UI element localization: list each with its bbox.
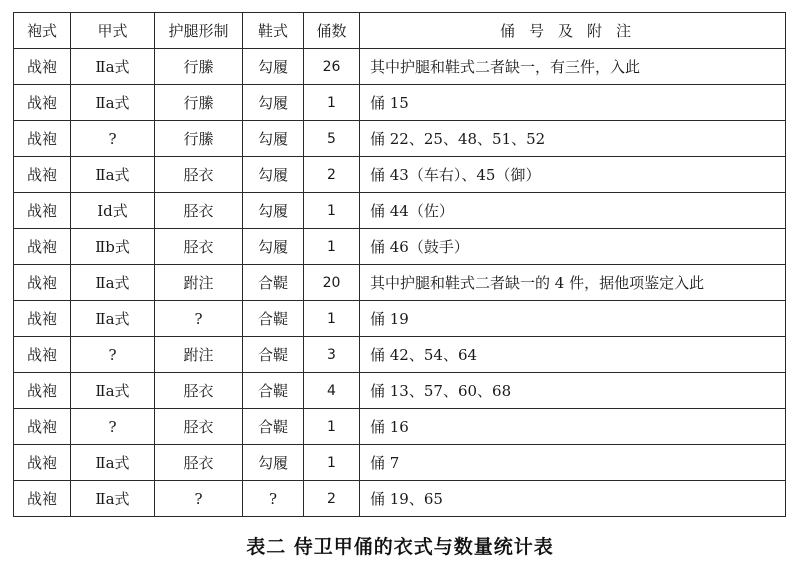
cell-leg-guard: 胫衣 bbox=[155, 157, 243, 193]
table-row bbox=[14, 85, 786, 121]
cell-leg-guard: 跗注 bbox=[155, 337, 243, 373]
cell-shoe-style: 勾履 bbox=[243, 49, 304, 85]
statistics-table bbox=[13, 12, 786, 517]
cell-figure-count: 1 bbox=[304, 301, 360, 337]
cell-figure-count: 1 bbox=[304, 193, 360, 229]
table-row bbox=[14, 49, 786, 85]
cell-figure-count: 1 bbox=[304, 409, 360, 445]
cell-shoe-style: 勾履 bbox=[243, 193, 304, 229]
cell-robe-style: 战袍 bbox=[14, 301, 71, 337]
cell-figure-count: 1 bbox=[304, 85, 360, 121]
cell-notes: 俑 42、54、64 bbox=[360, 337, 786, 373]
cell-figure-count: 26 bbox=[304, 49, 360, 85]
cell-figure-count: 5 bbox=[304, 121, 360, 157]
cell-figure-count: 20 bbox=[304, 265, 360, 301]
cell-notes: 俑 19 bbox=[360, 301, 786, 337]
table-header-row bbox=[14, 13, 786, 49]
cell-leg-guard: 胫衣 bbox=[155, 229, 243, 265]
cell-figure-count: 4 bbox=[304, 373, 360, 409]
cell-shoe-style: 勾履 bbox=[243, 85, 304, 121]
cell-leg-guard: 胫衣 bbox=[155, 445, 243, 481]
cell-notes: 俑 22、25、48、51、52 bbox=[360, 121, 786, 157]
cell-armor-style: Ⅱa式 bbox=[71, 49, 155, 85]
cell-armor-style: Ⅱa式 bbox=[71, 481, 155, 517]
cell-notes: 俑 43（车右）、45（御） bbox=[360, 157, 786, 193]
cell-notes: 俑 13、57、60、68 bbox=[360, 373, 786, 409]
cell-notes: 俑 15 bbox=[360, 85, 786, 121]
cell-leg-guard: ? bbox=[155, 301, 243, 337]
table-row bbox=[14, 409, 786, 445]
cell-armor-style: Ⅱa式 bbox=[71, 85, 155, 121]
cell-shoe-style: 合鞮 bbox=[243, 337, 304, 373]
cell-leg-guard: ? bbox=[155, 481, 243, 517]
header-figure-count: 俑数 bbox=[304, 13, 360, 49]
cell-robe-style: 战袍 bbox=[14, 337, 71, 373]
table-row bbox=[14, 121, 786, 157]
cell-leg-guard: 行縢 bbox=[155, 49, 243, 85]
cell-shoe-style: ? bbox=[243, 481, 304, 517]
cell-robe-style: 战袍 bbox=[14, 85, 71, 121]
cell-armor-style: ? bbox=[71, 409, 155, 445]
table-caption: 表二 侍卫甲俑的衣式与数量统计表 bbox=[246, 536, 554, 558]
cell-robe-style: 战袍 bbox=[14, 373, 71, 409]
cell-figure-count: 3 bbox=[304, 337, 360, 373]
cell-notes: 俑 44（佐） bbox=[360, 193, 786, 229]
cell-shoe-style: 勾履 bbox=[243, 445, 304, 481]
table-row bbox=[14, 445, 786, 481]
table-row bbox=[14, 337, 786, 373]
table-body bbox=[14, 49, 786, 517]
cell-armor-style: Ⅱa式 bbox=[71, 445, 155, 481]
cell-shoe-style: 合鞮 bbox=[243, 373, 304, 409]
cell-armor-style: ? bbox=[71, 337, 155, 373]
cell-notes: 俑 46（鼓手） bbox=[360, 229, 786, 265]
table-row bbox=[14, 301, 786, 337]
table-row bbox=[14, 229, 786, 265]
cell-leg-guard: 跗注 bbox=[155, 265, 243, 301]
cell-notes: 俑 19、65 bbox=[360, 481, 786, 517]
cell-armor-style: Ⅱa式 bbox=[71, 373, 155, 409]
cell-notes: 其中护腿和鞋式二者缺一，有三件，入此 bbox=[360, 49, 786, 85]
header-robe-style: 袍式 bbox=[14, 13, 71, 49]
header-figure-number-notes: 俑号及附注 bbox=[360, 13, 786, 49]
cell-armor-style: Ⅱa式 bbox=[71, 157, 155, 193]
cell-robe-style: 战袍 bbox=[14, 445, 71, 481]
cell-figure-count: 1 bbox=[304, 229, 360, 265]
table-row bbox=[14, 373, 786, 409]
cell-figure-count: 2 bbox=[304, 481, 360, 517]
table-row bbox=[14, 157, 786, 193]
cell-armor-style: Ⅰd式 bbox=[71, 193, 155, 229]
cell-robe-style: 战袍 bbox=[14, 409, 71, 445]
cell-armor-style: ? bbox=[71, 121, 155, 157]
cell-armor-style: Ⅱa式 bbox=[71, 301, 155, 337]
header-armor-style: 甲式 bbox=[71, 13, 155, 49]
cell-shoe-style: 勾履 bbox=[243, 229, 304, 265]
cell-armor-style: Ⅱb式 bbox=[71, 229, 155, 265]
cell-robe-style: 战袍 bbox=[14, 121, 71, 157]
cell-figure-count: 1 bbox=[304, 445, 360, 481]
cell-figure-count: 2 bbox=[304, 157, 360, 193]
cell-leg-guard: 胫衣 bbox=[155, 373, 243, 409]
header-shoe-style: 鞋式 bbox=[243, 13, 304, 49]
cell-robe-style: 战袍 bbox=[14, 193, 71, 229]
cell-notes: 其中护腿和鞋式二者缺一的 4 件，据他项鉴定入此 bbox=[360, 265, 786, 301]
header-leg-guard: 护腿形制 bbox=[155, 13, 243, 49]
cell-armor-style: Ⅱa式 bbox=[71, 265, 155, 301]
cell-robe-style: 战袍 bbox=[14, 49, 71, 85]
cell-robe-style: 战袍 bbox=[14, 229, 71, 265]
cell-shoe-style: 合鞮 bbox=[243, 265, 304, 301]
table-row bbox=[14, 265, 786, 301]
cell-robe-style: 战袍 bbox=[14, 481, 71, 517]
cell-leg-guard: 行縢 bbox=[155, 85, 243, 121]
cell-notes: 俑 7 bbox=[360, 445, 786, 481]
cell-shoe-style: 合鞮 bbox=[243, 409, 304, 445]
cell-shoe-style: 勾履 bbox=[243, 121, 304, 157]
table-row bbox=[14, 481, 786, 517]
cell-leg-guard: 胫衣 bbox=[155, 193, 243, 229]
cell-shoe-style: 合鞮 bbox=[243, 301, 304, 337]
cell-shoe-style: 勾履 bbox=[243, 157, 304, 193]
cell-robe-style: 战袍 bbox=[14, 265, 71, 301]
cell-notes: 俑 16 bbox=[360, 409, 786, 445]
cell-leg-guard: 胫衣 bbox=[155, 409, 243, 445]
cell-leg-guard: 行縢 bbox=[155, 121, 243, 157]
cell-robe-style: 战袍 bbox=[14, 157, 71, 193]
table-row bbox=[14, 193, 786, 229]
